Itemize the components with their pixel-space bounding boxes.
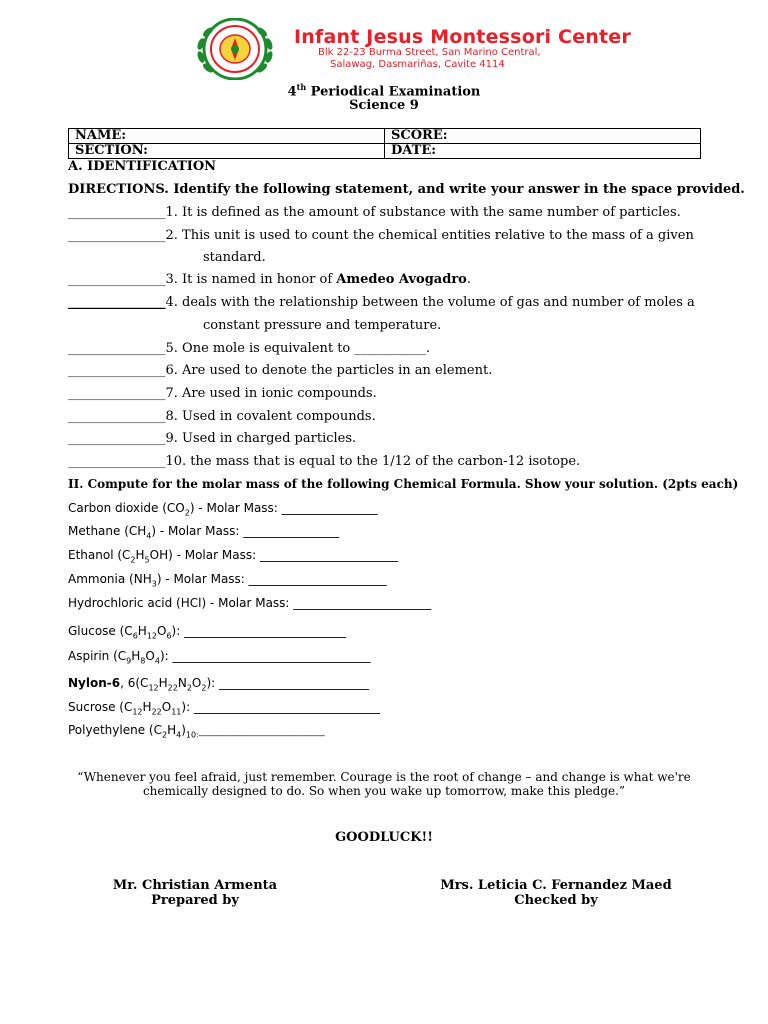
- preparer-role: Prepared by: [151, 893, 239, 908]
- exam-title: [0, 82, 768, 99]
- answer-blank[interactable]: _______________________: [259, 548, 398, 562]
- answer-blank[interactable]: _________________________________: [172, 649, 371, 663]
- answer-blank[interactable]: _______________: [68, 272, 166, 287]
- school-address: [318, 47, 541, 71]
- title-number: 4: [287, 84, 297, 100]
- item-text: 3. It is named in honor of: [165, 272, 337, 287]
- school-seal-logo: [188, 18, 282, 80]
- preparer-signature: [95, 878, 295, 908]
- item-text: 9. Used in charged particles.: [165, 431, 357, 446]
- identification-item: [68, 363, 492, 379]
- title-text: Periodical Examination: [306, 84, 481, 100]
- formula-ammonia: Ammonia $(NH_3)$ - Molar Mass: _______________________: [68, 572, 387, 589]
- school-header: [188, 18, 631, 80]
- name-field[interactable]: NAME:: [69, 129, 385, 144]
- part-b-heading: II. Compute for the molar mass of the following Chemical Formula. Show your solution. (2pts each): [68, 477, 739, 491]
- checker-name: Mrs. Leticia C. Fernandez Maed: [440, 878, 672, 893]
- answer-blank[interactable]: _______________________: [248, 572, 387, 586]
- answer-blank[interactable]: _______________: [68, 295, 166, 310]
- item-continuation: standard.: [203, 250, 266, 265]
- date-field[interactable]: DATE:: [385, 144, 701, 159]
- part-a-heading: A. IDENTIFICATION: [68, 159, 217, 174]
- address-line-1: Blk 22-23 Burma Street, San Marino Central,: [318, 47, 541, 58]
- item-text: 7. Are used in ionic compounds.: [165, 386, 377, 401]
- school-name: Infant Jesus Montessori Center: [294, 26, 631, 48]
- formula-nylon: Nylon-6, $6(C_{12}H_{22}N_2O_2)$: _________________________: [68, 676, 370, 693]
- title-superscript: th: [296, 82, 307, 92]
- checker-signature: [436, 878, 676, 908]
- item-continuation: constant pressure and temperature.: [203, 318, 442, 333]
- answer-blank[interactable]: _________________________: [219, 676, 370, 690]
- item-text: 6. Are used to denote the particles in an element.: [165, 363, 493, 378]
- answer-blank[interactable]: _______________: [68, 454, 166, 469]
- formula-sucrose: Sucrose $(C_{12}H_{22}O_{11})$: _______________________________: [68, 700, 380, 717]
- section-field[interactable]: SECTION:: [69, 144, 385, 159]
- identification-item: [68, 205, 681, 221]
- formula-ch4: Methane $(CH_4)$ - Molar Mass: ________________: [68, 524, 340, 541]
- identification-item: [68, 295, 695, 311]
- checker-role: Checked by: [514, 893, 598, 908]
- part-a-directions: DIRECTIONS. Identify the following statement, and write your answer in the space provided.: [68, 182, 745, 197]
- item-text: 8. Used in covalent compounds.: [165, 409, 376, 424]
- answer-blank[interactable]: _______________________________: [193, 700, 380, 714]
- student-info-table: [68, 128, 701, 159]
- formula-glucose: Glucose $(C_6H_{12}O_6)$: ___________________________: [68, 624, 347, 641]
- formula-aspirin: Aspirin $(C_9H_8O_4)$: _________________________________: [68, 649, 371, 666]
- identification-item: [68, 454, 580, 470]
- answer-blank[interactable]: ___________________________: [184, 624, 347, 638]
- identification-item: [68, 228, 694, 244]
- identification-item: [68, 431, 356, 447]
- answer-blank[interactable]: _______________: [68, 341, 166, 356]
- answer-blank[interactable]: _______________: [68, 363, 166, 378]
- item-text: 5. One mole is equivalent to ___________.: [165, 341, 431, 356]
- answer-blank[interactable]: ________________: [281, 501, 378, 515]
- motivational-quote: “Whenever you feel afraid, just remember. Courage is the root of change – and change is what we're chemically designed to do. So when you wake up tomorrow, make this pledge.”: [77, 770, 691, 798]
- item-text: 2. This unit is used to count the chemical entities relative to the mass of a given: [165, 228, 694, 243]
- item-text: 1. It is defined as the amount of substance with the same number of particles.: [165, 205, 681, 220]
- preparer-name: Mr. Christian Armenta: [112, 878, 278, 893]
- answer-blank[interactable]: _______________: [68, 431, 166, 446]
- goodluck-message: GOODLUCK!!: [335, 830, 433, 845]
- answer-blank[interactable]: _______________: [68, 205, 166, 220]
- formula-polyethylene: Polyethylene $(C_2H_4)_{10:}\_\_\_\_\_\_\_\_\_\_\_\_\_\_\_\_\_\_\_\_\_\_\_\_\_\_\_\_$: [68, 723, 325, 740]
- score-field[interactable]: SCORE:: [385, 129, 701, 144]
- answer-blank[interactable]: _______________: [68, 409, 166, 424]
- identification-item: [68, 386, 377, 402]
- formula-hcl: Hydrochloric acid (HCl) - Molar Mass: _______________________: [68, 596, 432, 610]
- answer-blank[interactable]: ____________________________: [198, 727, 325, 737]
- address-line-2: Salawag, Dasmariñas, Cavite 4114: [330, 59, 505, 70]
- answer-blank[interactable]: _______________________: [293, 596, 432, 610]
- identification-item: [68, 409, 376, 425]
- answer-blank[interactable]: ________________: [243, 524, 340, 538]
- identification-item: [68, 341, 430, 357]
- exam-subject: Science 9: [349, 98, 419, 113]
- item-punct: .: [466, 272, 471, 287]
- item-text: 10. the mass that is equal to the 1/12 of the carbon-12 isotope.: [165, 454, 581, 469]
- item-text: 4. deals with the relationship between the volume of gas and number of moles a: [165, 295, 695, 310]
- formula-ethanol: Ethanol $(C_2H_5OH)$ - Molar Mass: _______________________: [68, 548, 398, 565]
- item-bold-text: Amedeo Avogadro: [336, 272, 467, 287]
- answer-blank[interactable]: _______________: [68, 228, 166, 243]
- formula-co2: Carbon dioxide $(CO_2)$ - Molar Mass: ________________: [68, 501, 378, 518]
- answer-blank[interactable]: _______________: [68, 386, 166, 401]
- identification-item: [68, 272, 471, 288]
